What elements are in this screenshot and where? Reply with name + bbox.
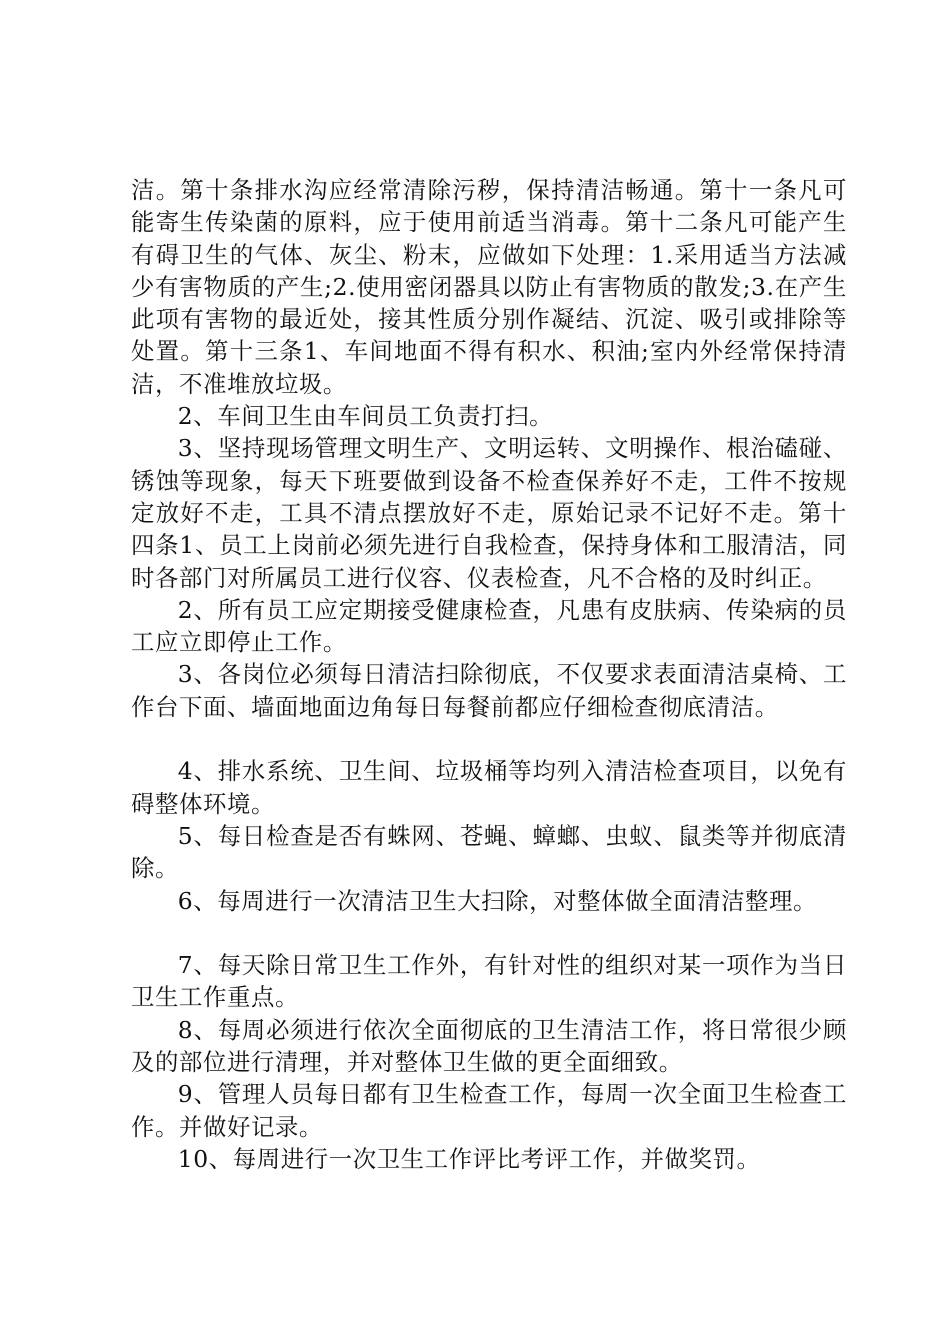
paragraph-hygiene-rules-continued: 洁。第十条排水沟应经常清除污秽，保持清洁畅通。第十一条凡可能寄生传染菌的原料，应于使用前适当消毒。第十二条凡可能产生有碍卫生的气体、灰尘、粉末，应做如下处理：1.采用适当方法减少有害物质的产生;2.使用密闭器具以防止有害物质的散发;3.在产生此项有害物的最近处，接其性质分别作凝结、沉淀、吸引或排除等处置。第十三条1、车间地面不得有积水、积油;室内外经常保持清洁，不准堆放垃圾。: [131, 176, 847, 398]
paragraph-item-2-health-check: 2、所有员工应定期接受健康检查，凡患有皮肤病、传染病的员工应立即停止工作。: [131, 595, 847, 657]
paragraph-item-5-pest-check: 5、每日检查是否有蛛网、苍蝇、蟑螂、虫蚁、鼠类等并彻底清除。: [131, 821, 847, 883]
paragraph-item-10-evaluation: 10、每周进行一次卫生工作评比考评工作，并做奖罚。: [177, 1144, 761, 1173]
paragraph-item-7-daily-focus: 7、每天除日常卫生工作外，有针对性的组织对某一项作为当日卫生工作重点。: [131, 951, 847, 1012]
paragraph-item-4-drainage: 4、排水系统、卫生间、垃圾桶等均列入清洁检查项目，以免有碍整体环境。: [131, 757, 847, 818]
paragraph-spacer: [131, 917, 847, 949]
paragraph-item-2-workshop: 2、车间卫生由车间员工负责打扫。: [177, 402, 554, 431]
paragraph-spacer: [131, 723, 847, 755]
paragraph-item-3-daily-cleaning: 3、各岗位必须每日清洁扫除彻底，不仅要求表面清洁桌椅、工作台下面、墙面地面边角每日每餐前都应仔细检查彻底清洁。: [131, 660, 847, 721]
paragraph-item-3-site-management: 3、坚持现场管理文明生产、文明运转、文明操作、根治磕碰、锈蚀等现象，每天下班要做到设备不检查保养好不走，工件不按规定放好不走，工具不清点摆放好不走，原始记录不记好不走。第十四条1、员工上岗前必须先进行自我检查，保持身体和工服清洁，同时各部门对所属员工进行仪容、仪表检查，凡不合格的及时纠正。: [131, 434, 847, 592]
paragraph-item-8-thorough-cleaning: 8、每周必须进行依次全面彻底的卫生清洁工作，将日常很少顾及的部位进行清理，并对整体卫生做的更全面细致。: [131, 1015, 847, 1077]
document-body: [131, 174, 847, 1175]
paragraph-item-6-weekly-cleaning: 6、每周进行一次清洁卫生大扫除，对整体做全面清洁整理。: [177, 886, 818, 915]
paragraph-item-9-inspection: 9、管理人员每日都有卫生检查工作，每周一次全面卫生检查工作。并做好记录。: [131, 1080, 847, 1141]
